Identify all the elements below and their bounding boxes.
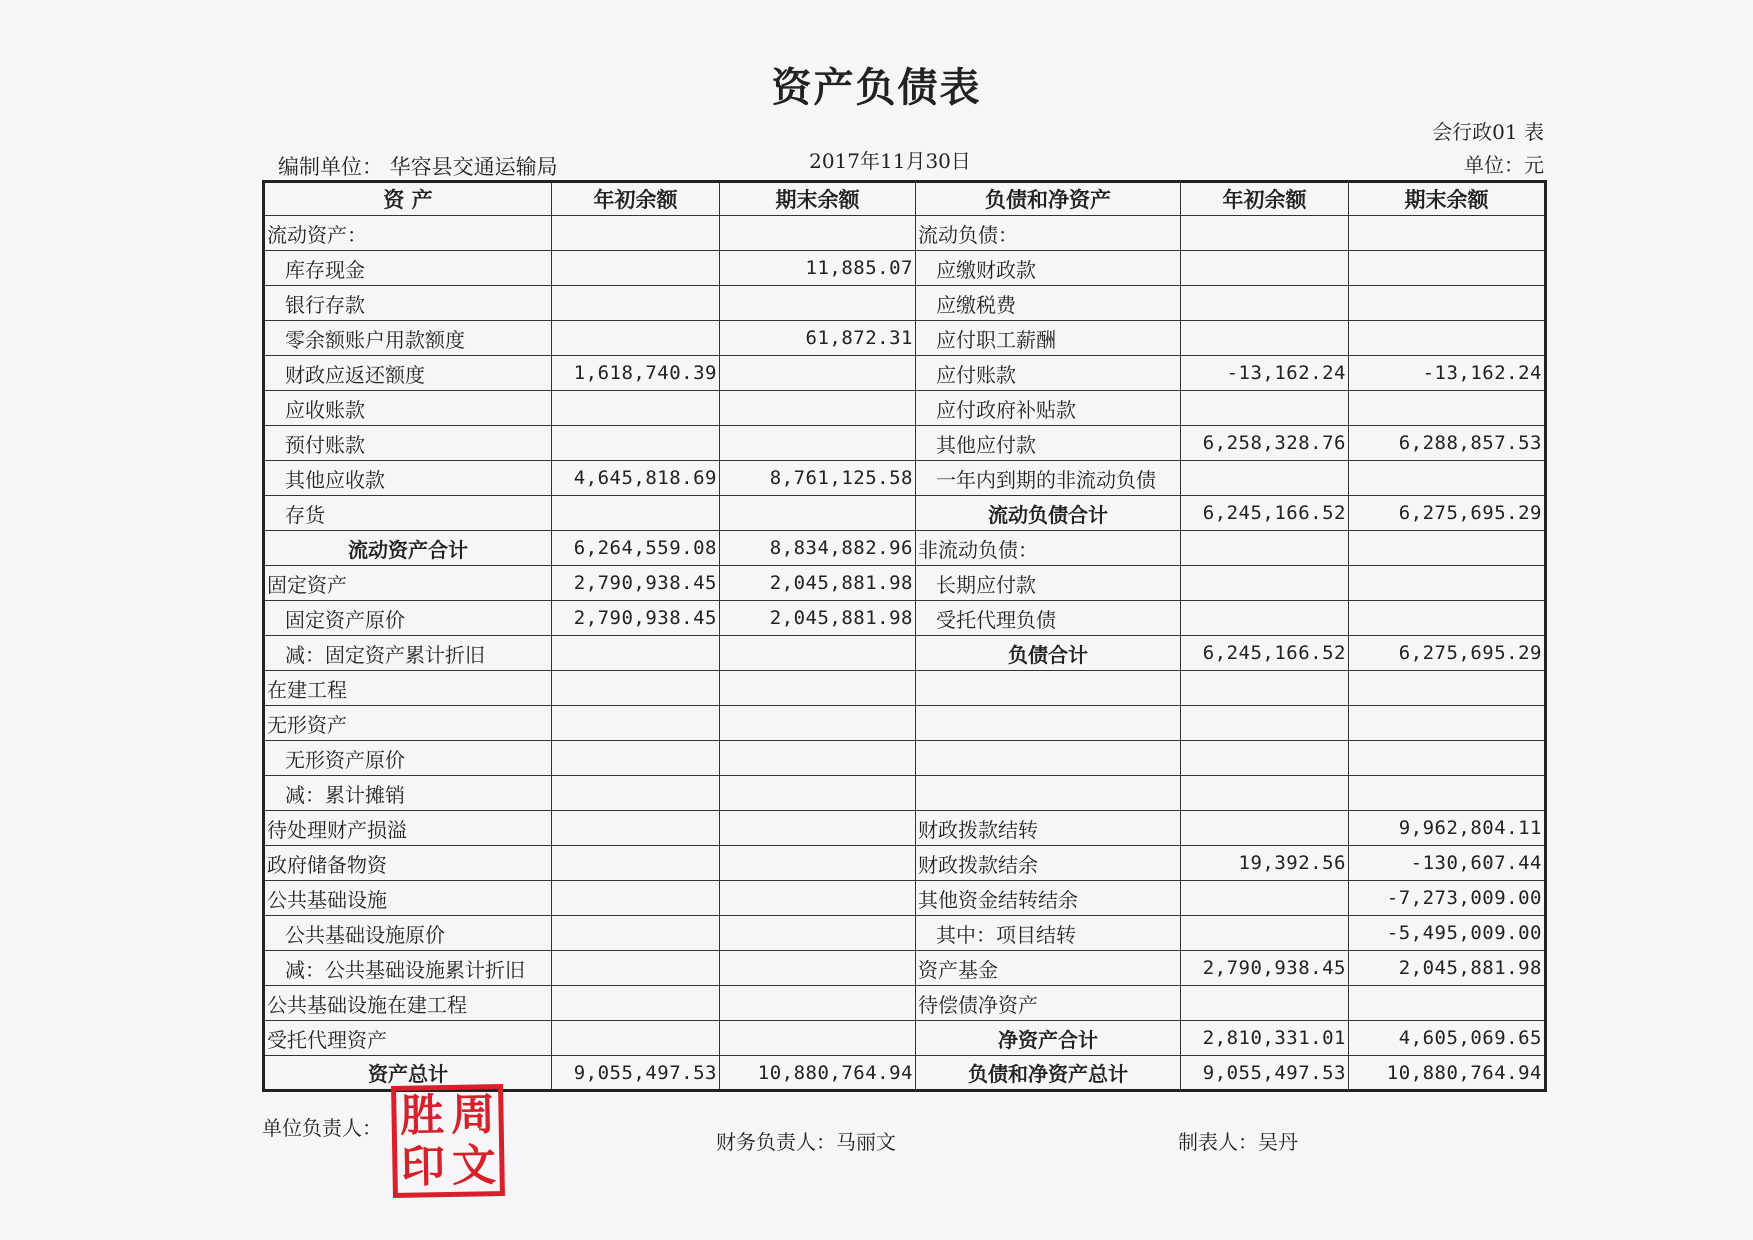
asset-opening-cell — [552, 846, 720, 881]
table-row — [264, 251, 1546, 286]
liability-closing-cell: 2,045,881.98 — [1349, 951, 1546, 986]
table-header-row — [264, 182, 1546, 216]
currency-unit: 单位：元 — [1464, 153, 1544, 177]
asset-name-cell: 受托代理资产 — [264, 1021, 552, 1056]
table-row — [264, 356, 1546, 391]
liability-closing-cell — [1349, 986, 1546, 1021]
liability-name-cell: 净资产合计 — [916, 1021, 1181, 1056]
asset-closing-cell: 2,045,881.98 — [720, 566, 916, 601]
liability-name-cell: 财政拨款结转 — [916, 811, 1181, 846]
header-liabilities-opening: 年初余额 — [1181, 182, 1349, 216]
asset-name-cell: 存货 — [264, 496, 552, 531]
asset-opening-cell — [552, 671, 720, 706]
asset-closing-cell — [720, 846, 916, 881]
asset-opening-cell: 2,790,938.45 — [552, 601, 720, 636]
asset-name-cell: 公共基础设施在建工程 — [264, 986, 552, 1021]
liability-opening-cell: 6,245,166.52 — [1181, 636, 1349, 671]
asset-opening-cell — [552, 636, 720, 671]
liability-closing-cell — [1349, 531, 1546, 566]
form-code: 会行政01 表 — [1432, 120, 1544, 144]
liability-opening-cell — [1181, 881, 1349, 916]
asset-closing-cell: 8,761,125.58 — [720, 461, 916, 496]
liability-opening-cell — [1181, 811, 1349, 846]
liability-opening-cell: 2,810,331.01 — [1181, 1021, 1349, 1056]
balance-sheet-table — [262, 180, 1547, 1092]
liability-name-cell: 非流动负债： — [916, 531, 1181, 566]
asset-closing-cell — [720, 356, 916, 391]
asset-name-cell: 预付账款 — [264, 426, 552, 461]
asset-name-cell: 公共基础设施 — [264, 881, 552, 916]
asset-closing-cell: 61,872.31 — [720, 321, 916, 356]
table-row — [264, 426, 1546, 461]
liability-closing-cell — [1349, 566, 1546, 601]
asset-opening-cell — [552, 986, 720, 1021]
asset-closing-cell — [720, 706, 916, 741]
asset-closing-cell: 10,880,764.94 — [720, 1056, 916, 1091]
asset-opening-cell — [552, 321, 720, 356]
liability-opening-cell — [1181, 461, 1349, 496]
table-row — [264, 321, 1546, 356]
liability-opening-cell — [1181, 601, 1349, 636]
liability-opening-cell — [1181, 251, 1349, 286]
asset-opening-cell — [552, 916, 720, 951]
header-assets-opening: 年初余额 — [552, 182, 720, 216]
liability-opening-cell — [1181, 986, 1349, 1021]
asset-closing-cell — [720, 811, 916, 846]
asset-closing-cell — [720, 496, 916, 531]
liability-closing-cell: -130,607.44 — [1349, 846, 1546, 881]
asset-closing-cell — [720, 986, 916, 1021]
asset-closing-cell — [720, 636, 916, 671]
asset-opening-cell: 9,055,497.53 — [552, 1056, 720, 1091]
asset-name-cell: 资产总计 — [264, 1056, 552, 1091]
liability-name-cell — [916, 671, 1181, 706]
asset-name-cell: 银行存款 — [264, 286, 552, 321]
asset-opening-cell: 4,645,818.69 — [552, 461, 720, 496]
asset-closing-cell — [720, 216, 916, 251]
asset-closing-cell — [720, 951, 916, 986]
liability-closing-cell — [1349, 216, 1546, 251]
asset-name-cell: 流动资产合计 — [264, 531, 552, 566]
asset-opening-cell: 1,618,740.39 — [552, 356, 720, 391]
asset-opening-cell — [552, 286, 720, 321]
table-row — [264, 951, 1546, 986]
table-row — [264, 671, 1546, 706]
seal-char: 文 — [451, 1139, 497, 1192]
liability-closing-cell — [1349, 706, 1546, 741]
liability-closing-cell: 6,288,857.53 — [1349, 426, 1546, 461]
asset-name-cell: 政府储备物资 — [264, 846, 552, 881]
table-row — [264, 566, 1546, 601]
liability-closing-cell — [1349, 671, 1546, 706]
liability-name-cell: 长期应付款 — [916, 566, 1181, 601]
liability-closing-cell — [1349, 391, 1546, 426]
liability-opening-cell — [1181, 741, 1349, 776]
liability-name-cell: 其中：项目结转 — [916, 916, 1181, 951]
liability-opening-cell: 2,790,938.45 — [1181, 951, 1349, 986]
asset-name-cell: 固定资产 — [264, 566, 552, 601]
table-row — [264, 1021, 1546, 1056]
asset-name-cell: 待处理财产损溢 — [264, 811, 552, 846]
asset-closing-cell — [720, 916, 916, 951]
liability-opening-cell — [1181, 916, 1349, 951]
table-row — [264, 216, 1546, 251]
header-assets: 资 产 — [264, 182, 552, 216]
asset-closing-cell — [720, 881, 916, 916]
asset-name-cell: 流动资产： — [264, 216, 552, 251]
asset-name-cell: 财政应返还额度 — [264, 356, 552, 391]
liability-name-cell: 一年内到期的非流动负债 — [916, 461, 1181, 496]
asset-opening-cell — [552, 776, 720, 811]
liability-closing-cell — [1349, 251, 1546, 286]
page-title: 资产负债表 — [771, 64, 982, 111]
asset-opening-cell — [552, 391, 720, 426]
asset-name-cell: 公共基础设施原价 — [264, 916, 552, 951]
liability-name-cell: 流动负债： — [916, 216, 1181, 251]
asset-opening-cell — [552, 1021, 720, 1056]
liability-opening-cell: 19,392.56 — [1181, 846, 1349, 881]
asset-opening-cell — [552, 741, 720, 776]
liability-name-cell: 财政拨款结余 — [916, 846, 1181, 881]
asset-opening-cell — [552, 426, 720, 461]
liability-opening-cell — [1181, 321, 1349, 356]
liability-opening-cell: 9,055,497.53 — [1181, 1056, 1349, 1091]
liability-opening-cell: 6,245,166.52 — [1181, 496, 1349, 531]
liability-name-cell: 应付政府补贴款 — [916, 391, 1181, 426]
asset-name-cell: 应收账款 — [264, 391, 552, 426]
asset-closing-cell — [720, 776, 916, 811]
liability-name-cell: 应缴财政款 — [916, 251, 1181, 286]
table-row — [264, 496, 1546, 531]
liability-closing-cell — [1349, 286, 1546, 321]
unit-head-label: 单位负责人： — [262, 1116, 382, 1140]
liability-closing-cell: 4,605,069.65 — [1349, 1021, 1546, 1056]
liability-closing-cell — [1349, 776, 1546, 811]
liability-name-cell: 应付账款 — [916, 356, 1181, 391]
table-row — [264, 391, 1546, 426]
finance-head-label: 财务负责人：马丽文 — [716, 1130, 896, 1154]
asset-opening-cell: 2,790,938.45 — [552, 566, 720, 601]
header-liabilities-closing: 期末余额 — [1349, 182, 1546, 216]
asset-closing-cell — [720, 391, 916, 426]
table-row — [264, 706, 1546, 741]
table-row — [264, 776, 1546, 811]
liability-name-cell: 资产基金 — [916, 951, 1181, 986]
header-liabilities: 负债和净资产 — [916, 182, 1181, 216]
asset-closing-cell — [720, 286, 916, 321]
liability-opening-cell — [1181, 286, 1349, 321]
asset-closing-cell: 8,834,882.96 — [720, 531, 916, 566]
asset-name-cell: 零余额账户用款额度 — [264, 321, 552, 356]
compiling-unit: 编制单位： 华容县交通运输局 — [278, 155, 558, 179]
asset-closing-cell — [720, 671, 916, 706]
liability-closing-cell — [1349, 321, 1546, 356]
table-row — [264, 846, 1546, 881]
liability-opening-cell — [1181, 531, 1349, 566]
asset-name-cell: 无形资产原价 — [264, 741, 552, 776]
liability-opening-cell — [1181, 216, 1349, 251]
seal-char: 胜 — [399, 1089, 445, 1142]
liability-closing-cell — [1349, 601, 1546, 636]
liability-closing-cell: 9,962,804.11 — [1349, 811, 1546, 846]
liability-name-cell: 负债和净资产总计 — [916, 1056, 1181, 1091]
liability-name-cell: 应付职工薪酬 — [916, 321, 1181, 356]
table-row — [264, 601, 1546, 636]
seal-char: 周 — [450, 1088, 496, 1141]
liability-name-cell: 其他资金结转结余 — [916, 881, 1181, 916]
asset-opening-cell — [552, 951, 720, 986]
table-row — [264, 986, 1546, 1021]
liability-closing-cell: -7,273,009.00 — [1349, 881, 1546, 916]
liability-name-cell — [916, 741, 1181, 776]
header-assets-closing: 期末余额 — [720, 182, 916, 216]
asset-name-cell: 其他应收款 — [264, 461, 552, 496]
liability-closing-cell — [1349, 461, 1546, 496]
liability-name-cell: 应缴税费 — [916, 286, 1181, 321]
liability-closing-cell: 10,880,764.94 — [1349, 1056, 1546, 1091]
asset-closing-cell — [720, 741, 916, 776]
liability-opening-cell — [1181, 706, 1349, 741]
table-row — [264, 741, 1546, 776]
liability-name-cell: 待偿债净资产 — [916, 986, 1181, 1021]
table-row — [264, 916, 1546, 951]
asset-closing-cell — [720, 1021, 916, 1056]
liability-opening-cell — [1181, 776, 1349, 811]
liability-opening-cell: -13,162.24 — [1181, 356, 1349, 391]
liability-opening-cell — [1181, 671, 1349, 706]
liability-closing-cell: 6,275,695.29 — [1349, 496, 1546, 531]
liability-opening-cell — [1181, 391, 1349, 426]
liability-name-cell: 流动负债合计 — [916, 496, 1181, 531]
liability-name-cell — [916, 706, 1181, 741]
asset-name-cell: 减：累计摊销 — [264, 776, 552, 811]
asset-opening-cell: 6,264,559.08 — [552, 531, 720, 566]
asset-opening-cell — [552, 251, 720, 286]
liability-closing-cell: -5,495,009.00 — [1349, 916, 1546, 951]
asset-closing-cell: 2,045,881.98 — [720, 601, 916, 636]
preparer-label: 制表人：吴丹 — [1178, 1130, 1298, 1154]
asset-closing-cell: 11,885.07 — [720, 251, 916, 286]
table-row — [264, 286, 1546, 321]
seal-char: 印 — [400, 1140, 446, 1193]
liability-name-cell — [916, 776, 1181, 811]
asset-name-cell: 在建工程 — [264, 671, 552, 706]
table-row — [264, 881, 1546, 916]
asset-opening-cell — [552, 811, 720, 846]
liability-closing-cell — [1349, 741, 1546, 776]
table-row — [264, 531, 1546, 566]
liability-closing-cell: 6,275,695.29 — [1349, 636, 1546, 671]
liability-opening-cell: 6,258,328.76 — [1181, 426, 1349, 461]
asset-name-cell: 固定资产原价 — [264, 601, 552, 636]
asset-name-cell: 减：固定资产累计折旧 — [264, 636, 552, 671]
liability-name-cell: 受托代理负债 — [916, 601, 1181, 636]
red-seal-stamp — [391, 1084, 505, 1198]
table-row — [264, 636, 1546, 671]
liability-name-cell: 负债合计 — [916, 636, 1181, 671]
asset-opening-cell — [552, 216, 720, 251]
report-date: 2017年11月30日 — [809, 149, 971, 173]
asset-name-cell: 库存现金 — [264, 251, 552, 286]
asset-opening-cell — [552, 706, 720, 741]
asset-opening-cell — [552, 881, 720, 916]
asset-opening-cell — [552, 496, 720, 531]
liability-name-cell: 其他应付款 — [916, 426, 1181, 461]
asset-name-cell: 无形资产 — [264, 706, 552, 741]
asset-name-cell: 减：公共基础设施累计折旧 — [264, 951, 552, 986]
table-row — [264, 461, 1546, 496]
table-row — [264, 811, 1546, 846]
liability-opening-cell — [1181, 566, 1349, 601]
liability-closing-cell: -13,162.24 — [1349, 356, 1546, 391]
asset-closing-cell — [720, 426, 916, 461]
